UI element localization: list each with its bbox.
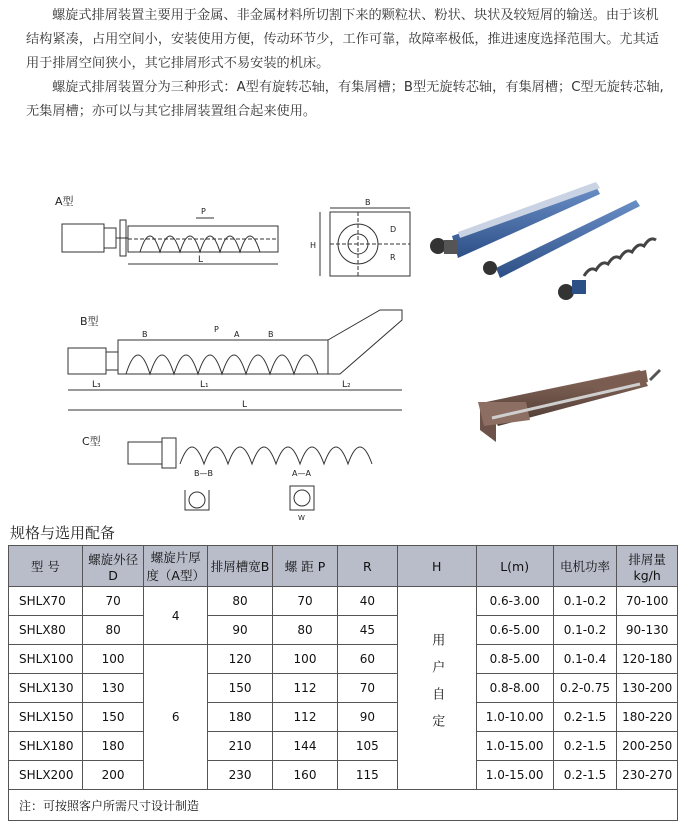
intro-paragraph-2: 螺旋式排屑装置分为三种形式：A型有旋转芯轴，有集屑槽；B型无旋转芯轴，有集屑槽；C型无旋转芯轴,无集屑槽；亦可以与其它排屑装置组合起来使用。 [26, 80, 664, 119]
col-width: 排屑槽宽B [208, 546, 273, 587]
col-thickness: 螺旋片厚度（A型） [144, 546, 208, 587]
svg-text:A: A [234, 330, 240, 339]
table-row: SHLX130 130 150 112 70 0.8-8.00 0.2-0.75 130-200 [9, 674, 678, 703]
svg-text:L₁: L₁ [200, 380, 209, 390]
intro-paragraph-1: 螺旋式排屑装置主要用于金属、非金属材料所切割下来的颗粒状、粉状、块状及较短屑的输送。由于该机结构紧凑，占用空间小，安装使用方便，传动环节少，工作可靠，故障率极低，推进速度选择范围大。尤其适用于排屑空间狭小，其它排屑形式不易安装的机床。 [26, 8, 659, 71]
table-note: 注：可按照客户所需尺寸设计制造 [9, 790, 678, 821]
thickness-large: 6 [144, 645, 208, 790]
spec-header-row [9, 546, 678, 587]
col-power: 电机功率 [553, 546, 617, 587]
note-row [9, 790, 678, 821]
col-model: 型 号 [9, 546, 83, 587]
svg-text:D: D [390, 225, 397, 234]
b-type-drawing [68, 310, 402, 410]
svg-text:P: P [201, 207, 206, 216]
thickness-small: 4 [144, 587, 208, 645]
intro-text [26, 4, 671, 124]
b-type-label: B型 [80, 315, 99, 328]
table-row: SHLX80 80 90 80 45 0.6-5.00 0.1-0.2 90-130 [9, 616, 678, 645]
svg-text:B: B [268, 330, 274, 339]
col-pitch: 螺 距 P [273, 546, 338, 587]
table-row: SHLX100 100 6 120 100 60 0.8-5.00 0.1-0.4 120-180 [9, 645, 678, 674]
col-length: L(m) [476, 546, 553, 587]
h-custom-cell: 用户自定 [397, 587, 476, 790]
table-row: SHLX70 70 4 80 70 40 用户自定 0.6-3.00 0.1-0.2 70-100 [9, 587, 678, 616]
c-type-label: C型 [82, 435, 101, 448]
c-type-drawing [82, 434, 372, 520]
product-photo-top [430, 182, 656, 300]
svg-text:B: B [365, 198, 371, 207]
svg-text:L: L [242, 400, 248, 410]
spec-section-title: 规格与选用配备 [10, 524, 116, 542]
product-photo-bottom [478, 370, 660, 442]
svg-text:R: R [390, 253, 396, 262]
svg-text:B: B [142, 330, 148, 339]
col-rate: 排屑量kg/h [617, 546, 678, 587]
table-row: SHLX200 200 230 160 115 1.0-15.00 0.2-1.5 230-270 [9, 761, 678, 790]
svg-text:L₃: L₃ [92, 380, 101, 390]
svg-text:A—A: A—A [292, 469, 311, 478]
table-row: SHLX180 180 210 144 105 1.0-15.00 0.2-1.5 200-250 [9, 732, 678, 761]
svg-text:P: P [214, 325, 219, 334]
technical-drawings [0, 180, 686, 520]
spec-table [8, 545, 678, 821]
col-diameter: 螺旋外径 D [82, 546, 143, 587]
col-r: R [337, 546, 397, 587]
svg-text:B—B: B—B [194, 469, 213, 478]
svg-text:L: L [198, 255, 204, 265]
a-type-label: A型 [55, 195, 74, 208]
table-row: SHLX150 150 180 112 90 1.0-10.00 0.2-1.5 180-220 [9, 703, 678, 732]
svg-text:L₂: L₂ [342, 380, 351, 390]
col-h: H [397, 546, 476, 587]
svg-text:W: W [298, 514, 305, 520]
svg-text:H: H [310, 241, 317, 250]
a-type-drawing [55, 194, 410, 276]
